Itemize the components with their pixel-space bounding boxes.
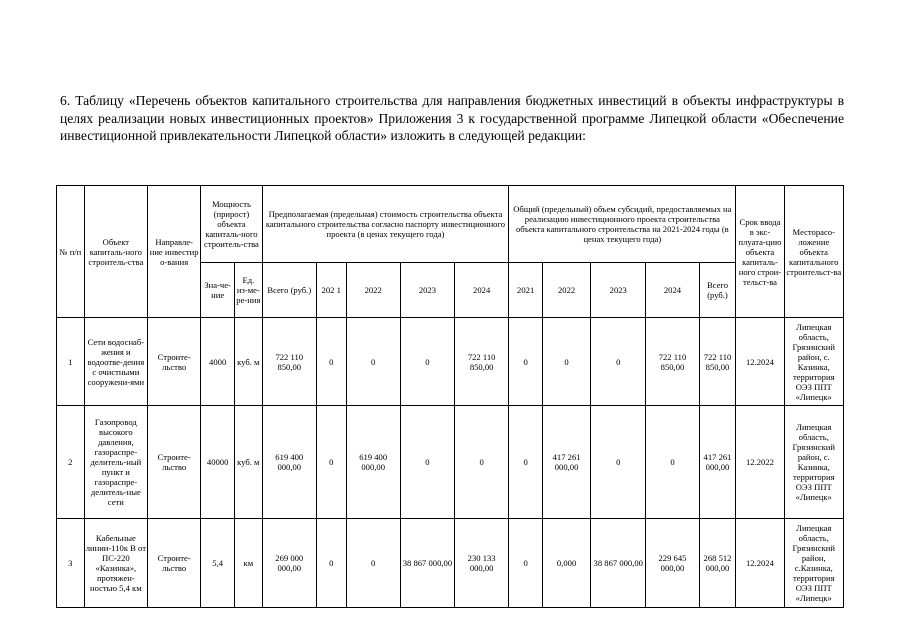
header-object: Объект капиталь-ного строитель-ства [84, 186, 147, 318]
cell-direction: Строите-льство [148, 519, 201, 608]
cell-subsidy-2023: 0 [591, 406, 646, 519]
header-cost-2023: 2023 [400, 263, 454, 318]
cell-cost-2023: 38 867 000,00 [400, 519, 454, 608]
header-direction: Направле-ние инвестир о-вания [148, 186, 201, 318]
cell-subsidy-total: 722 110 850,00 [699, 318, 736, 406]
cell-subsidy-total: 268 512 000,00 [699, 519, 736, 608]
header-subsidy-2023: 2023 [591, 263, 646, 318]
cell-subsidy-2023: 0 [591, 318, 646, 406]
cell-cost-total: 722 110 850,00 [262, 318, 316, 406]
cell-cost-2024: 0 [455, 406, 509, 519]
cell-deadline: 12.2024 [736, 519, 784, 608]
cell-subsidy-2021: 0 [509, 406, 543, 519]
cell-num: 3 [57, 519, 85, 608]
cell-object: Газопровод высокого давления, газораспре-делитель-ный пункт и газораспре-делитель-ные сети [84, 406, 147, 519]
header-cost-2024: 2024 [455, 263, 509, 318]
cell-subsidy-2021: 0 [509, 519, 543, 608]
cell-subsidy-2024: 0 [646, 406, 699, 519]
header-cost-total: Всего (руб.) [262, 263, 316, 318]
cell-object: Сети водоснаб-жения и водоотве-дения с очистными сооружени-ями [84, 318, 147, 406]
header-subsidy-2021: 2021 [509, 263, 543, 318]
investment-objects-table [56, 185, 844, 608]
header-cost-2021: 202 1 [316, 263, 346, 318]
header-capacity: Мощность (прирост) объекта капиталь-ного строитель-ства [201, 186, 262, 263]
cell-cost-2023: 0 [400, 406, 454, 519]
cell-cost-2022: 619 400 000,00 [346, 406, 400, 519]
cell-cost-2022: 0 [346, 318, 400, 406]
header-num: № п/п [57, 186, 85, 318]
cell-location: Липецкая область, Грязинский район, с. Казинка, территория ОЭЗ ППТ «Липецк» [784, 318, 843, 406]
cell-capacity-value: 4000 [201, 318, 235, 406]
header-cost: Предполагаемая (предельная) стоимость строительства объекта капитального строительства согласно паспорту инвестиционного проекта (в ценах текущего года) [262, 186, 509, 263]
cell-num: 2 [57, 406, 85, 519]
cell-cost-total: 619 400 000,00 [262, 406, 316, 519]
header-deadline: Срок ввода в экс-плуата-цию объекта капиталь-ного строи-тельст-ва [736, 186, 784, 318]
cell-cost-2021: 0 [316, 406, 346, 519]
cell-deadline: 12.2024 [736, 318, 784, 406]
intro-paragraph: 6. Таблицу «Перечень объектов капитального строительства для направления бюджетных инвестиций в объекты инфраструктуры в целях реализации новых инвестиционных проектов» Приложения 3 к государственной программе Липецкой области «Обеспечение инвестиционной привлекательности Липецкой области» изложить в следующей редакции: [60, 93, 844, 143]
header-subsidy: Общий (предельный) объем субсидий, предоставляемых на реализацию инвестиционного проекта строительства объекта капитального строительства на 2021-2024 годы (в ценах текущего года) [509, 186, 736, 263]
cell-capacity-value: 40000 [201, 406, 235, 519]
header-row-1 [57, 186, 844, 263]
cell-cost-2021: 0 [316, 318, 346, 406]
cell-subsidy-2023: 38 867 000,00 [591, 519, 646, 608]
header-cost-2022: 2022 [346, 263, 400, 318]
cell-capacity-unit: куб. м [235, 318, 263, 406]
table-row [57, 406, 844, 519]
cell-object: Кабельные линии-110к В от ПС-220 «Казинка», протяжен-ностью 5,4 км [84, 519, 147, 608]
cell-capacity-unit: куб. м [235, 406, 263, 519]
cell-cost-2022: 0 [346, 519, 400, 608]
cell-subsidy-2024: 722 110 850,00 [646, 318, 699, 406]
cell-direction: Строите-льство [148, 406, 201, 519]
cell-cost-2023: 0 [400, 318, 454, 406]
header-subsidy-2022: 2022 [543, 263, 591, 318]
cell-cost-2021: 0 [316, 519, 346, 608]
cell-cost-total: 269 000 000,00 [262, 519, 316, 608]
cell-subsidy-2022: 417 261 000,00 [543, 406, 591, 519]
cell-location: Липецкая область, Грязинский район, с. Казинка, территория ОЭЗ ППТ «Липецк» [784, 406, 843, 519]
header-subsidy-total: Всего (руб.) [699, 263, 736, 318]
table-row [57, 519, 844, 608]
cell-location: Липецкая область, Грязинский район, с.Казинка, территория ОЭЗ ППТ «Липецк» [784, 519, 843, 608]
cell-subsidy-2022: 0,000 [543, 519, 591, 608]
header-capacity-value: Зна-че-ние [201, 263, 235, 318]
cell-direction: Строите-льство [148, 318, 201, 406]
header-location: Месторасо-ложение объекта капитального строительст-ва [784, 186, 843, 318]
cell-capacity-value: 5,4 [201, 519, 235, 608]
cell-deadline: 12.2022 [736, 406, 784, 519]
header-capacity-unit: Ед. из-ме-ре-ния [235, 263, 263, 318]
cell-cost-2024: 230 133 000,00 [455, 519, 509, 608]
cell-subsidy-2021: 0 [509, 318, 543, 406]
cell-subsidy-2022: 0 [543, 318, 591, 406]
header-subsidy-2024: 2024 [646, 263, 699, 318]
cell-cost-2024: 722 110 850,00 [455, 318, 509, 406]
table-row [57, 318, 844, 406]
cell-subsidy-2024: 229 645 000,00 [646, 519, 699, 608]
cell-num: 1 [57, 318, 85, 406]
cell-subsidy-total: 417 261 000,00 [699, 406, 736, 519]
cell-capacity-unit: км [235, 519, 263, 608]
